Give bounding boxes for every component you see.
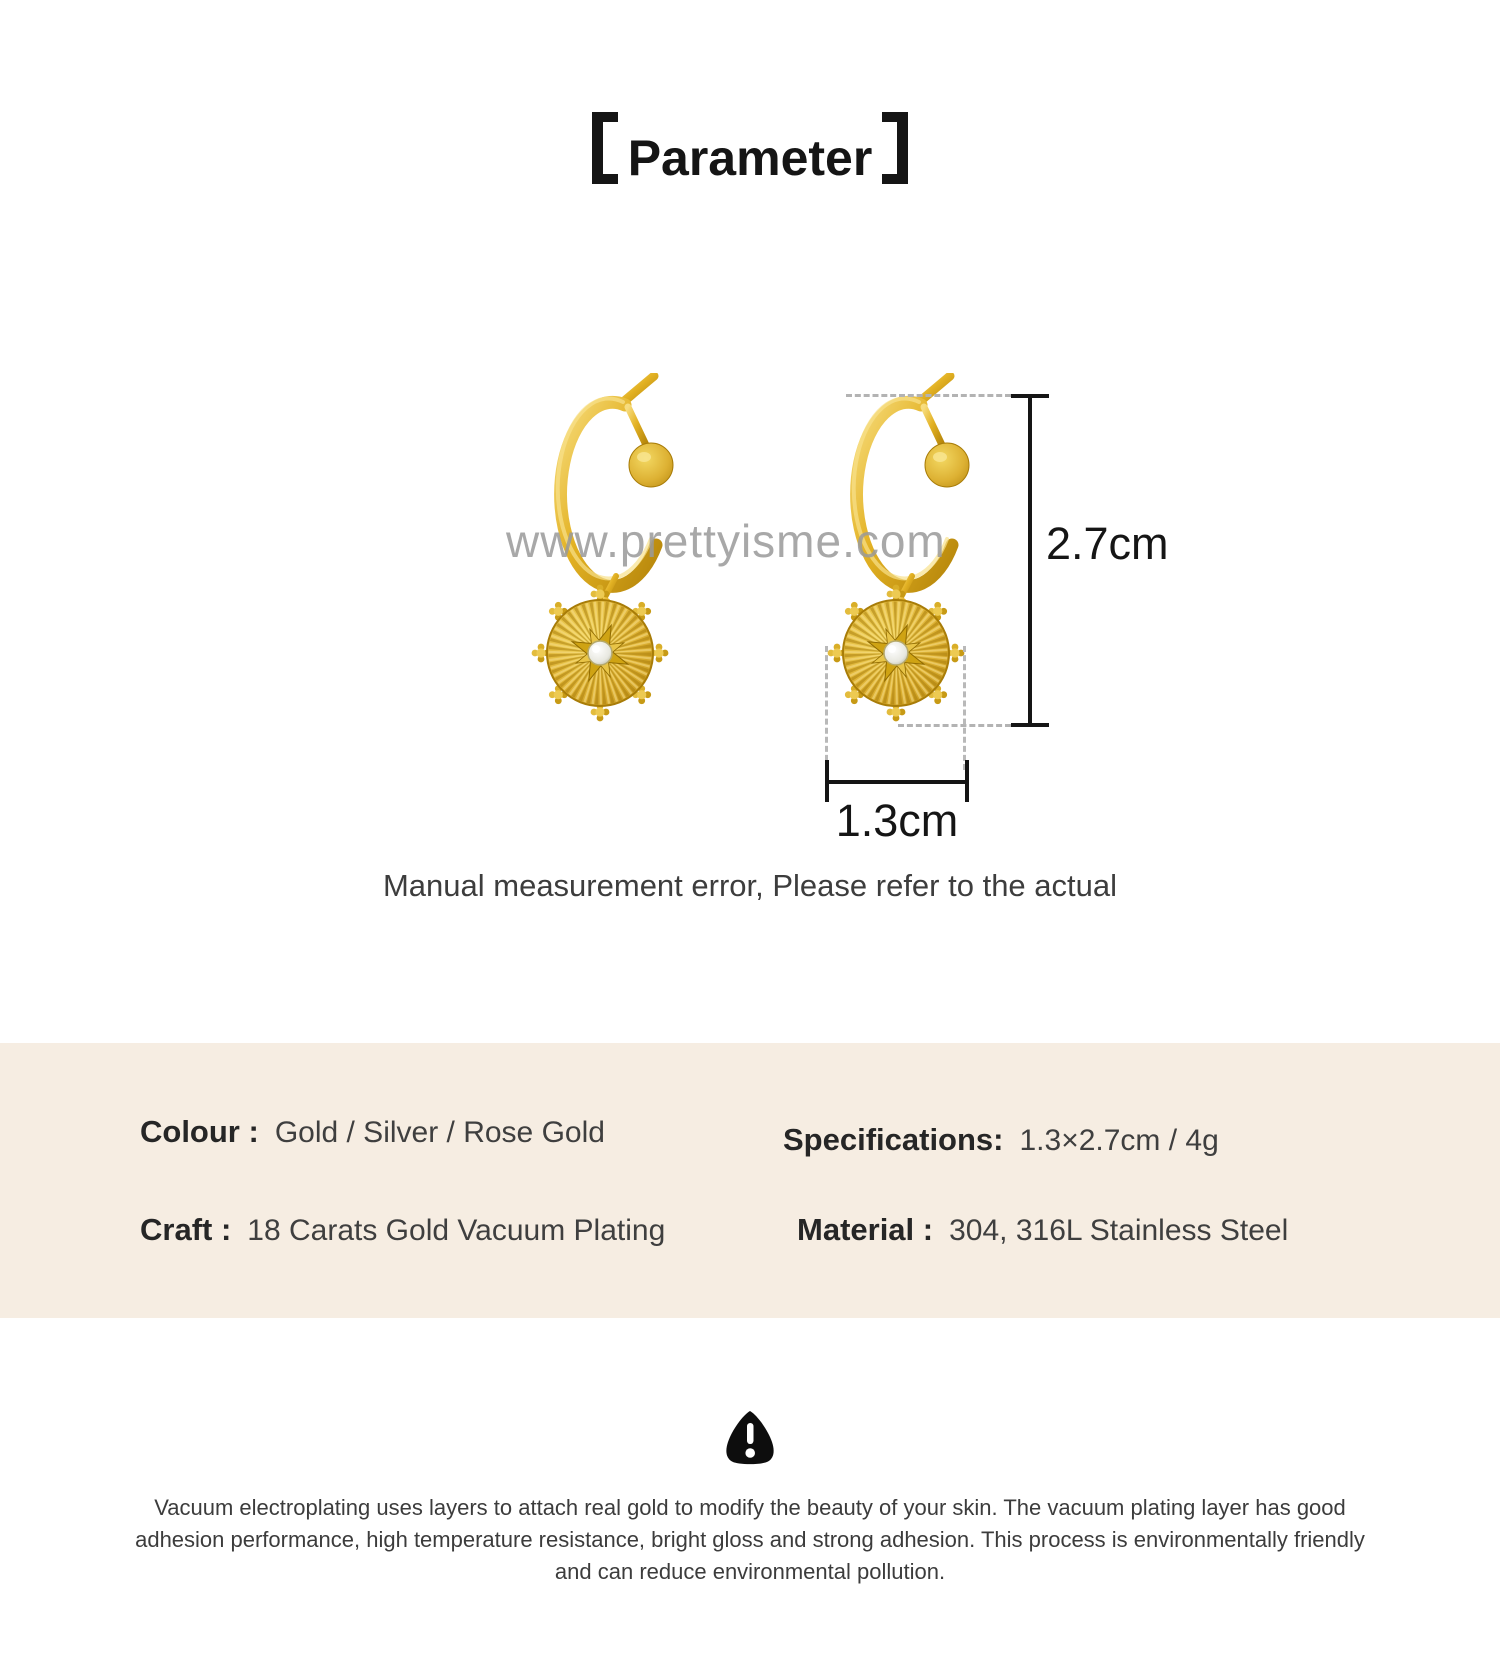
measurement-note: Manual measurement error, Please refer to the actual — [382, 868, 1118, 903]
title-bracket-left-icon — [592, 112, 618, 184]
specifications-label: Specifications: — [783, 1122, 1004, 1157]
colour-value: Gold / Silver / Rose Gold — [274, 1116, 605, 1149]
title-bracket-right-icon — [882, 112, 908, 184]
height-measure-cap-bottom — [1011, 723, 1049, 727]
height-dash-bottom — [898, 724, 1011, 727]
craft-label: Craft : — [140, 1212, 232, 1247]
height-label: 2.7cm — [1046, 518, 1169, 569]
craft-value: 18 Carats Gold Vacuum Plating — [247, 1214, 666, 1247]
alert-icon — [724, 1408, 776, 1466]
watermark-text: www.prettyisme.com — [506, 515, 946, 567]
width-dash-right — [963, 646, 966, 770]
specifications-value: 1.3×2.7cm / 4g — [1019, 1124, 1219, 1157]
material-label: Material : — [797, 1212, 934, 1247]
spec-row-specifications — [783, 1122, 1219, 1158]
material-value: 304, 316L Stainless Steel — [949, 1214, 1289, 1247]
width-measure-line — [827, 780, 967, 784]
page-title — [0, 112, 1500, 187]
specs-panel — [0, 1043, 1500, 1318]
page-title-text: Parameter — [627, 130, 873, 186]
height-measure-line — [1028, 396, 1032, 727]
height-measure-cap-top — [1011, 394, 1049, 398]
colour-label: Colour : — [140, 1114, 259, 1149]
plating-description: Vacuum electroplating uses layers to attach real gold to modify the beauty of your skin. The vacuum plating layer has good adhesion performance, high temperature resistance, bright gloss and strong adhesion. This process is environmentally friendly and can reduce environmental pollution. — [135, 1495, 1365, 1584]
width-label: 1.3cm — [835, 795, 959, 846]
width-dash-left — [825, 646, 828, 770]
height-dash-top — [846, 394, 1011, 397]
spec-row-colour — [140, 1114, 605, 1150]
spec-row-craft — [140, 1212, 665, 1248]
spec-row-material — [797, 1212, 1288, 1248]
